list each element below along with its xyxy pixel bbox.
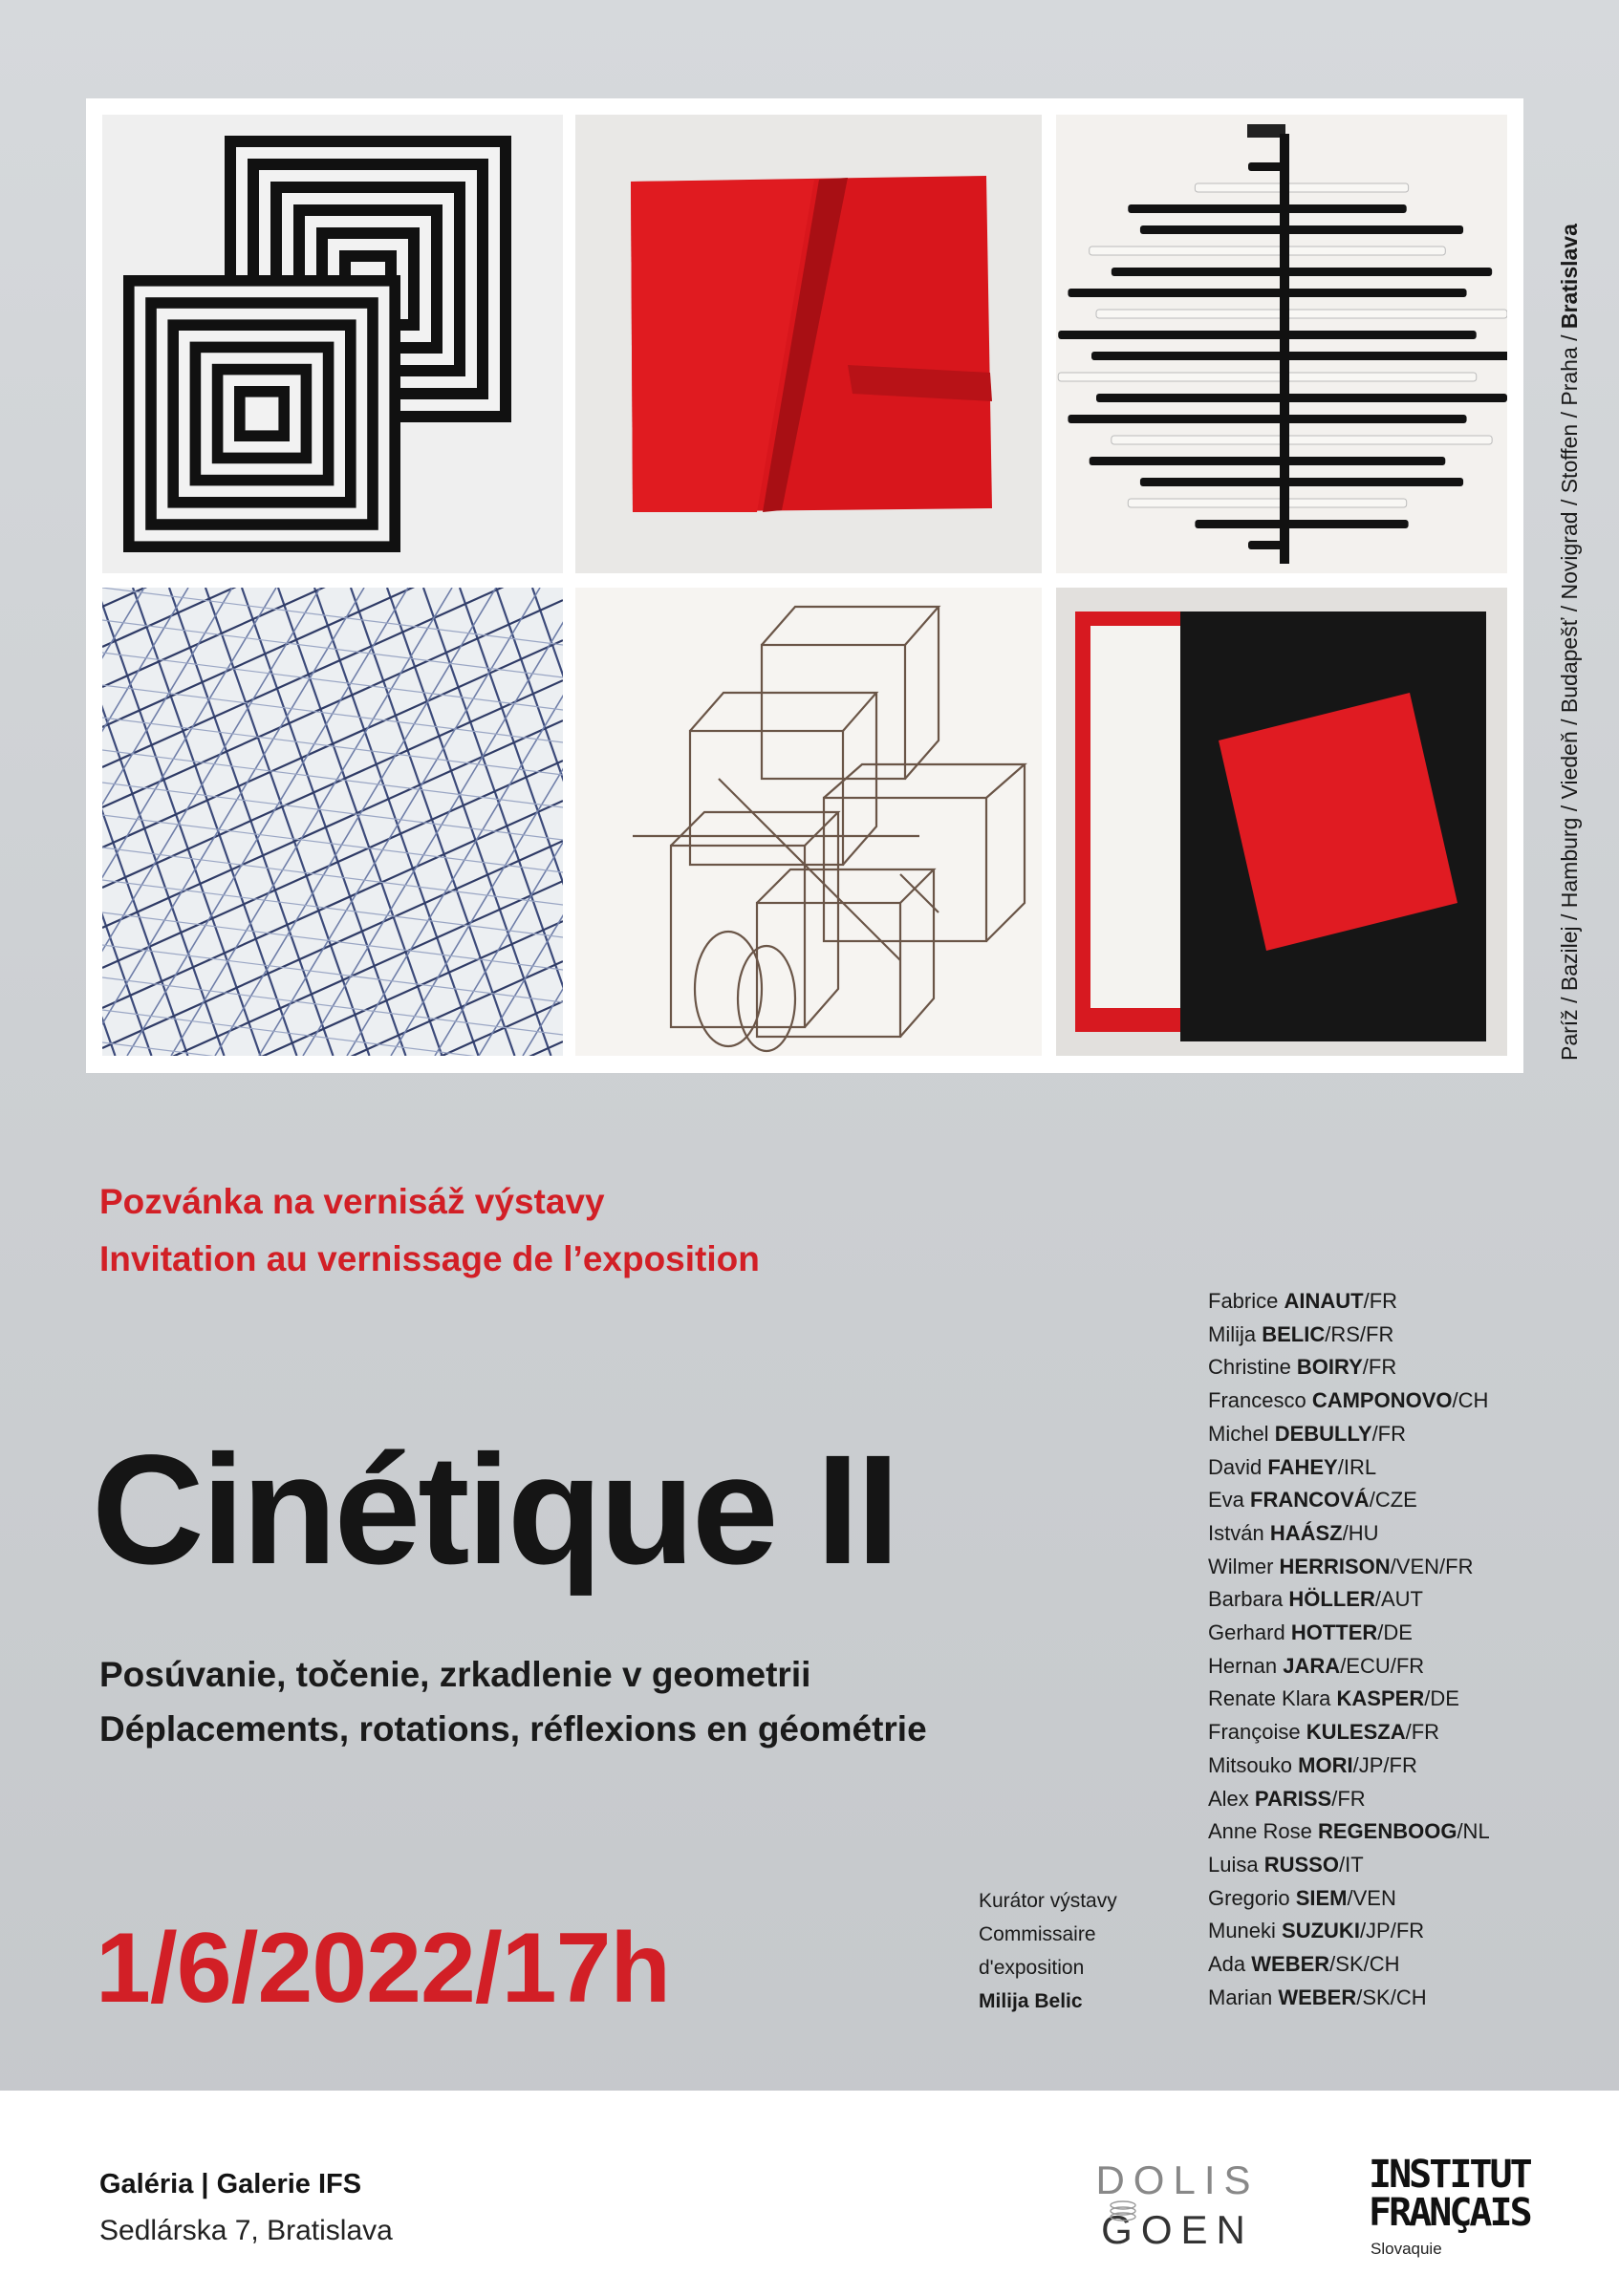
artist-country: /AUT: [1374, 1587, 1423, 1612]
artist-country: /IT: [1338, 1852, 1364, 1877]
artist-country: /FR: [1331, 1786, 1366, 1811]
artist-first-name: Gerhard: [1208, 1620, 1291, 1645]
subtitle-fr: Déplacements, rotations, réflexions en géométrie: [99, 1709, 927, 1749]
artist-last-name: FAHEY: [1267, 1454, 1338, 1479]
curator-label-fr-1: Commissaire: [979, 1923, 1096, 1945]
artist-row: [1208, 1882, 1490, 1916]
artist-first-name: David: [1208, 1454, 1268, 1479]
artist-last-name: JARA: [1283, 1653, 1341, 1678]
artist-row: [1208, 1982, 1490, 2015]
artist-last-name: SUZUKI: [1282, 1919, 1360, 1943]
artwork-red-folded-square: [575, 115, 1042, 573]
artist-country: /NL: [1457, 1819, 1490, 1844]
artist-first-name: Eva: [1208, 1488, 1251, 1513]
artist-first-name: István: [1208, 1520, 1270, 1545]
artwork-sticks-svg: [1056, 115, 1507, 573]
artist-last-name: BELIC: [1262, 1321, 1326, 1346]
artist-first-name: Gregorio: [1208, 1885, 1296, 1910]
artist-first-name: Hernan: [1208, 1653, 1284, 1678]
artist-country: /VEN: [1347, 1885, 1396, 1910]
dolis-logo-bottom-text: GOEN: [1101, 2207, 1254, 2251]
exhibition-date: 1/6/2022/17h: [96, 1913, 670, 2024]
artist-row: [1208, 1384, 1490, 1418]
artist-first-name: Ada: [1208, 1952, 1252, 1977]
curator-label-sk: Kurátor výstavy: [979, 1890, 1117, 1912]
artwork-red-black-svg: [1056, 588, 1507, 1056]
artist-last-name: AINAUT: [1284, 1289, 1364, 1313]
city-list-prefix: Paríž / Bazilej / Hamburg / Viedeň / Budapešť / Novigrad / Stoffen / Praha /: [1557, 329, 1582, 1061]
artist-country: /FR: [1371, 1421, 1407, 1446]
artist-country: /DE: [1424, 1686, 1459, 1711]
artist-row: [1208, 1783, 1490, 1816]
artist-last-name: CAMPONOVO: [1311, 1388, 1453, 1413]
invitation-line-fr: Invitation au vernissage de l’exposition: [99, 1239, 760, 1278]
artist-list: [1208, 1285, 1490, 2014]
artist-first-name: Françoise: [1208, 1720, 1306, 1745]
exhibition-title: Cinétique II: [92, 1422, 897, 1597]
artist-country: /DE: [1377, 1620, 1413, 1645]
curator-name: Milija Belic: [979, 1990, 1083, 2012]
artwork-grid: [86, 98, 1523, 1073]
artist-first-name: Christine: [1208, 1355, 1297, 1380]
artist-country: /FR: [1363, 1289, 1398, 1313]
artist-country: /FR: [1405, 1720, 1440, 1745]
artist-first-name: Anne Rose: [1208, 1819, 1318, 1844]
artist-country: /ECU/FR: [1340, 1653, 1425, 1678]
artist-last-name: PARISS: [1254, 1786, 1332, 1811]
artist-row: [1208, 1683, 1490, 1716]
artist-last-name: HERRISON: [1279, 1554, 1391, 1578]
artist-country: /CZE: [1369, 1488, 1417, 1513]
invitation-line-sk: Pozvánka na vernisáž výstavy: [99, 1182, 605, 1221]
curator-block: [979, 1884, 1117, 2018]
artwork-squares-black-white: [102, 115, 563, 573]
artist-first-name: Muneki: [1208, 1919, 1283, 1943]
city-list-highlight: Bratislava: [1557, 224, 1582, 330]
artist-first-name: Luisa: [1208, 1852, 1264, 1877]
artwork-red-folded-svg: [575, 115, 1042, 573]
artist-country: /FR: [1362, 1355, 1397, 1380]
artwork-kinetic-sphere-sticks: [1056, 115, 1507, 573]
artist-first-name: Fabrice: [1208, 1289, 1284, 1313]
artist-last-name: BOIRY: [1296, 1355, 1363, 1380]
artist-last-name: HAÁSZ: [1269, 1520, 1343, 1545]
artwork-line-cubes-drawing: [575, 588, 1042, 1056]
if-logo-line1: INSTITUT: [1369, 2153, 1530, 2197]
artist-country: /SK/CH: [1329, 1952, 1400, 1977]
if-logo-line2: FRANÇAIS: [1369, 2191, 1530, 2235]
artist-row: [1208, 1351, 1490, 1384]
artwork-wire-grid-svg: [102, 588, 563, 1056]
artist-row: [1208, 1948, 1490, 1982]
artist-first-name: Mitsouko: [1208, 1752, 1299, 1777]
artist-last-name: RUSSO: [1263, 1852, 1339, 1877]
artist-first-name: Michel: [1208, 1421, 1275, 1446]
artist-last-name: FRANCOVÁ: [1250, 1488, 1370, 1513]
if-logo-line3: Slovaquie: [1371, 2240, 1442, 2258]
artist-last-name: SIEM: [1295, 1885, 1348, 1910]
artist-first-name: Marian: [1208, 1985, 1279, 2009]
artist-row: [1208, 1716, 1490, 1749]
artist-row: [1208, 1915, 1490, 1948]
artist-row: [1208, 1484, 1490, 1517]
artwork-squares-svg: [102, 115, 563, 573]
artwork-wire-grid-blue: [102, 588, 563, 1056]
artist-row: [1208, 1517, 1490, 1551]
artist-country: /VEN/FR: [1390, 1554, 1474, 1578]
artist-row: [1208, 1418, 1490, 1451]
artist-first-name: Milija: [1208, 1321, 1263, 1346]
gallery-name: Galéria | Galerie IFS: [99, 2169, 362, 2199]
artist-last-name: DEBULLY: [1274, 1421, 1372, 1446]
artist-row: [1208, 1849, 1490, 1882]
subtitle-sk: Posúvanie, točenie, zrkadlenie v geometrii: [99, 1655, 811, 1694]
artist-row: [1208, 1285, 1490, 1319]
artist-country: /SK/CH: [1356, 1985, 1427, 2009]
artist-country: /JP/FR: [1352, 1752, 1417, 1777]
artist-last-name: HÖLLER: [1288, 1587, 1375, 1612]
artist-first-name: Renate Klara: [1208, 1686, 1337, 1711]
artist-first-name: Francesco: [1208, 1388, 1312, 1413]
artist-row: [1208, 1583, 1490, 1617]
artist-row: [1208, 1650, 1490, 1684]
artist-last-name: HOTTER: [1290, 1620, 1378, 1645]
artwork-red-black-squares: [1056, 588, 1507, 1056]
artist-country: /JP/FR: [1359, 1919, 1425, 1943]
artist-country: /HU: [1342, 1520, 1379, 1545]
artist-row: [1208, 1749, 1490, 1783]
gallery-address: Sedlárska 7, Bratislava: [99, 2215, 393, 2246]
artist-last-name: REGENBOOG: [1317, 1819, 1457, 1844]
artist-last-name: MORI: [1298, 1752, 1353, 1777]
curator-label-fr-2: d'exposition: [979, 1957, 1085, 1979]
artist-country: /CH: [1452, 1388, 1489, 1413]
artist-country: /IRL: [1337, 1454, 1377, 1479]
artwork-cubes-svg: [575, 588, 1042, 1056]
artist-country: /RS/FR: [1325, 1321, 1394, 1346]
dolis-goen-logo: [1093, 2156, 1262, 2251]
dolis-logo-top-text: DOLIS: [1095, 2157, 1260, 2202]
artist-row: [1208, 1319, 1490, 1352]
artist-last-name: KASPER: [1336, 1686, 1425, 1711]
artist-row: [1208, 1551, 1490, 1584]
artist-last-name: KULESZA: [1306, 1720, 1406, 1745]
dolis-goen-logo-svg: [1093, 2156, 1262, 2251]
artist-first-name: Barbara: [1208, 1587, 1289, 1612]
footer: [0, 2091, 1619, 2296]
artist-first-name: Wilmer: [1208, 1554, 1280, 1578]
artist-row: [1208, 1617, 1490, 1650]
artist-first-name: Alex: [1208, 1786, 1255, 1811]
artist-row: [1208, 1815, 1490, 1849]
institut-francais-logo: [1369, 2150, 1530, 2264]
city-list-vertical: [1552, 96, 1587, 1061]
artist-last-name: WEBER: [1251, 1952, 1330, 1977]
artist-last-name: WEBER: [1278, 1985, 1357, 2009]
artist-row: [1208, 1451, 1490, 1485]
